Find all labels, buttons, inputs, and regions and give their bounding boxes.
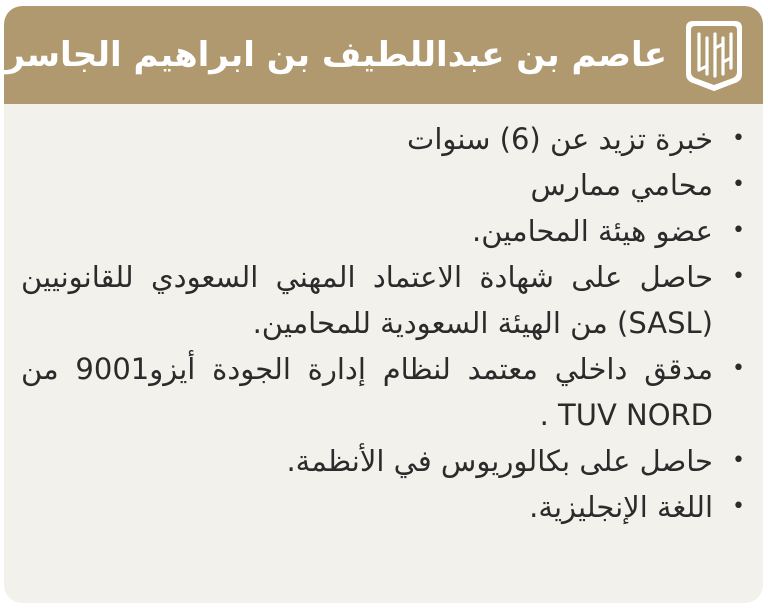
- bullet-icon: •: [732, 494, 745, 519]
- list-item-text: خبرة تزيد عن (6) سنوات: [407, 122, 713, 156]
- bullet-icon: •: [732, 218, 745, 243]
- list-item-text: اللغة الإنجليزية.: [529, 490, 713, 524]
- qualifications-list: [21, 116, 745, 530]
- list-item: [21, 484, 745, 530]
- list-item-text: مدقق داخلي معتمد لنظام إدارة الجودة أيزو9001 من TUV NORD .: [21, 352, 714, 432]
- person-name: عاصم بن عبداللطيف بن ابراهيم الجاسر: [5, 35, 667, 75]
- bullet-icon: •: [732, 172, 745, 197]
- profile-card: [4, 6, 763, 603]
- list-item: [21, 116, 745, 162]
- list-item-text: حاصل على بكالوريوس في الأنظمة.: [286, 444, 713, 478]
- list-item: [21, 254, 745, 346]
- bullet-icon: •: [732, 264, 745, 289]
- bullet-icon: •: [732, 126, 745, 151]
- list-item: [21, 346, 745, 438]
- list-item: [21, 208, 745, 254]
- bullet-icon: •: [732, 448, 745, 473]
- bullet-icon: •: [732, 356, 745, 381]
- list-item: [21, 438, 745, 484]
- list-item-text: حاصل على شهادة الاعتماد المهني السعودي للقانونيين (SASL) من الهيئة السعودية للمحامين.: [21, 260, 713, 340]
- list-item-text: محامي ممارس: [530, 168, 713, 202]
- stylized-arabic-monogram-icon: [683, 18, 745, 92]
- profile-header: [4, 6, 763, 104]
- list-item-text: عضو هيئة المحامين.: [471, 214, 713, 248]
- list-item: [21, 162, 745, 208]
